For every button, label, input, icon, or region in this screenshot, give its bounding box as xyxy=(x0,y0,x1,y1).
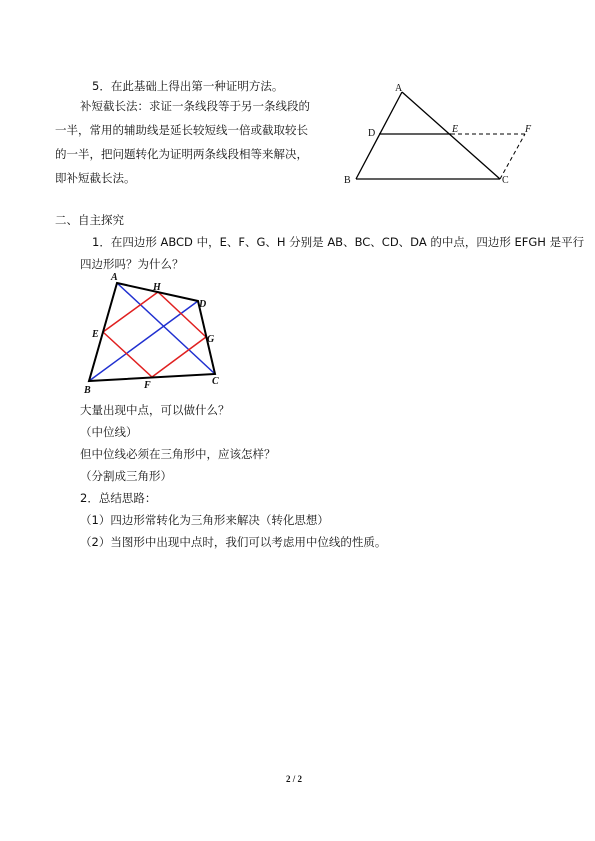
summary-heading: 2．总结思路： xyxy=(80,491,157,505)
prompt-midpoints: 大量出现中点，可以做什么？ xyxy=(80,403,230,417)
label-h: H xyxy=(153,282,161,293)
segment-cf-dashed xyxy=(500,134,525,179)
method-line-3: 的一半，把问题转化为证明两条线段相等来解决， xyxy=(55,147,308,161)
question-1-line-2: 四边形吗？为什么？ xyxy=(80,257,184,271)
label-c: C xyxy=(502,175,509,186)
method-line-2: 一半，常用的辅助线是延长较短线一倍或截取较长 xyxy=(55,123,308,137)
quadrilateral-figure xyxy=(78,270,228,396)
label-e: E xyxy=(452,124,459,135)
item-5-text: 5．在此基础上得出第一种证明方法。 xyxy=(92,79,284,93)
segment-ac xyxy=(402,92,500,179)
label-b: B xyxy=(344,175,351,186)
diagonal-ac xyxy=(117,283,215,374)
label-a: A xyxy=(111,272,118,283)
label-f: F xyxy=(144,380,151,391)
summary-point-1: （1）四边形常转化为三角形来解决（转化思想） xyxy=(80,513,329,527)
label-b: B xyxy=(84,385,91,396)
triangle-figure xyxy=(335,78,545,190)
label-a: A xyxy=(395,83,403,94)
section-2-heading: 二、自主探究 xyxy=(55,213,124,227)
answer-split-triangles: （分割成三角形） xyxy=(80,469,172,483)
answer-midline: （中位线） xyxy=(80,425,138,439)
summary-point-2: （2）当图形中出现中点时，我们可以考虑用中位线的性质。 xyxy=(80,535,387,549)
prompt-triangle: 但中位线必须在三角形中，应该怎样？ xyxy=(80,447,276,461)
label-g: G xyxy=(207,334,215,345)
page-number: 2 / 2 xyxy=(286,774,303,784)
label-d: D xyxy=(199,299,207,310)
label-e: E xyxy=(92,329,99,340)
label-f: F xyxy=(525,124,532,135)
parallelogram-efgh xyxy=(103,292,206,377)
question-1-line-1: 1．在四边形 ABCD 中，E、F、G、H 分别是 AB、BC、CD、DA 的中点，四边形 EFGH 是平行 xyxy=(92,235,585,249)
segment-ab xyxy=(356,92,402,179)
method-line-1: 补短截长法：求证一条线段等于另一条线段的 xyxy=(80,99,310,113)
method-line-4: 即补短截长法。 xyxy=(55,171,136,185)
label-d: D xyxy=(368,128,376,139)
label-c: C xyxy=(212,376,219,387)
